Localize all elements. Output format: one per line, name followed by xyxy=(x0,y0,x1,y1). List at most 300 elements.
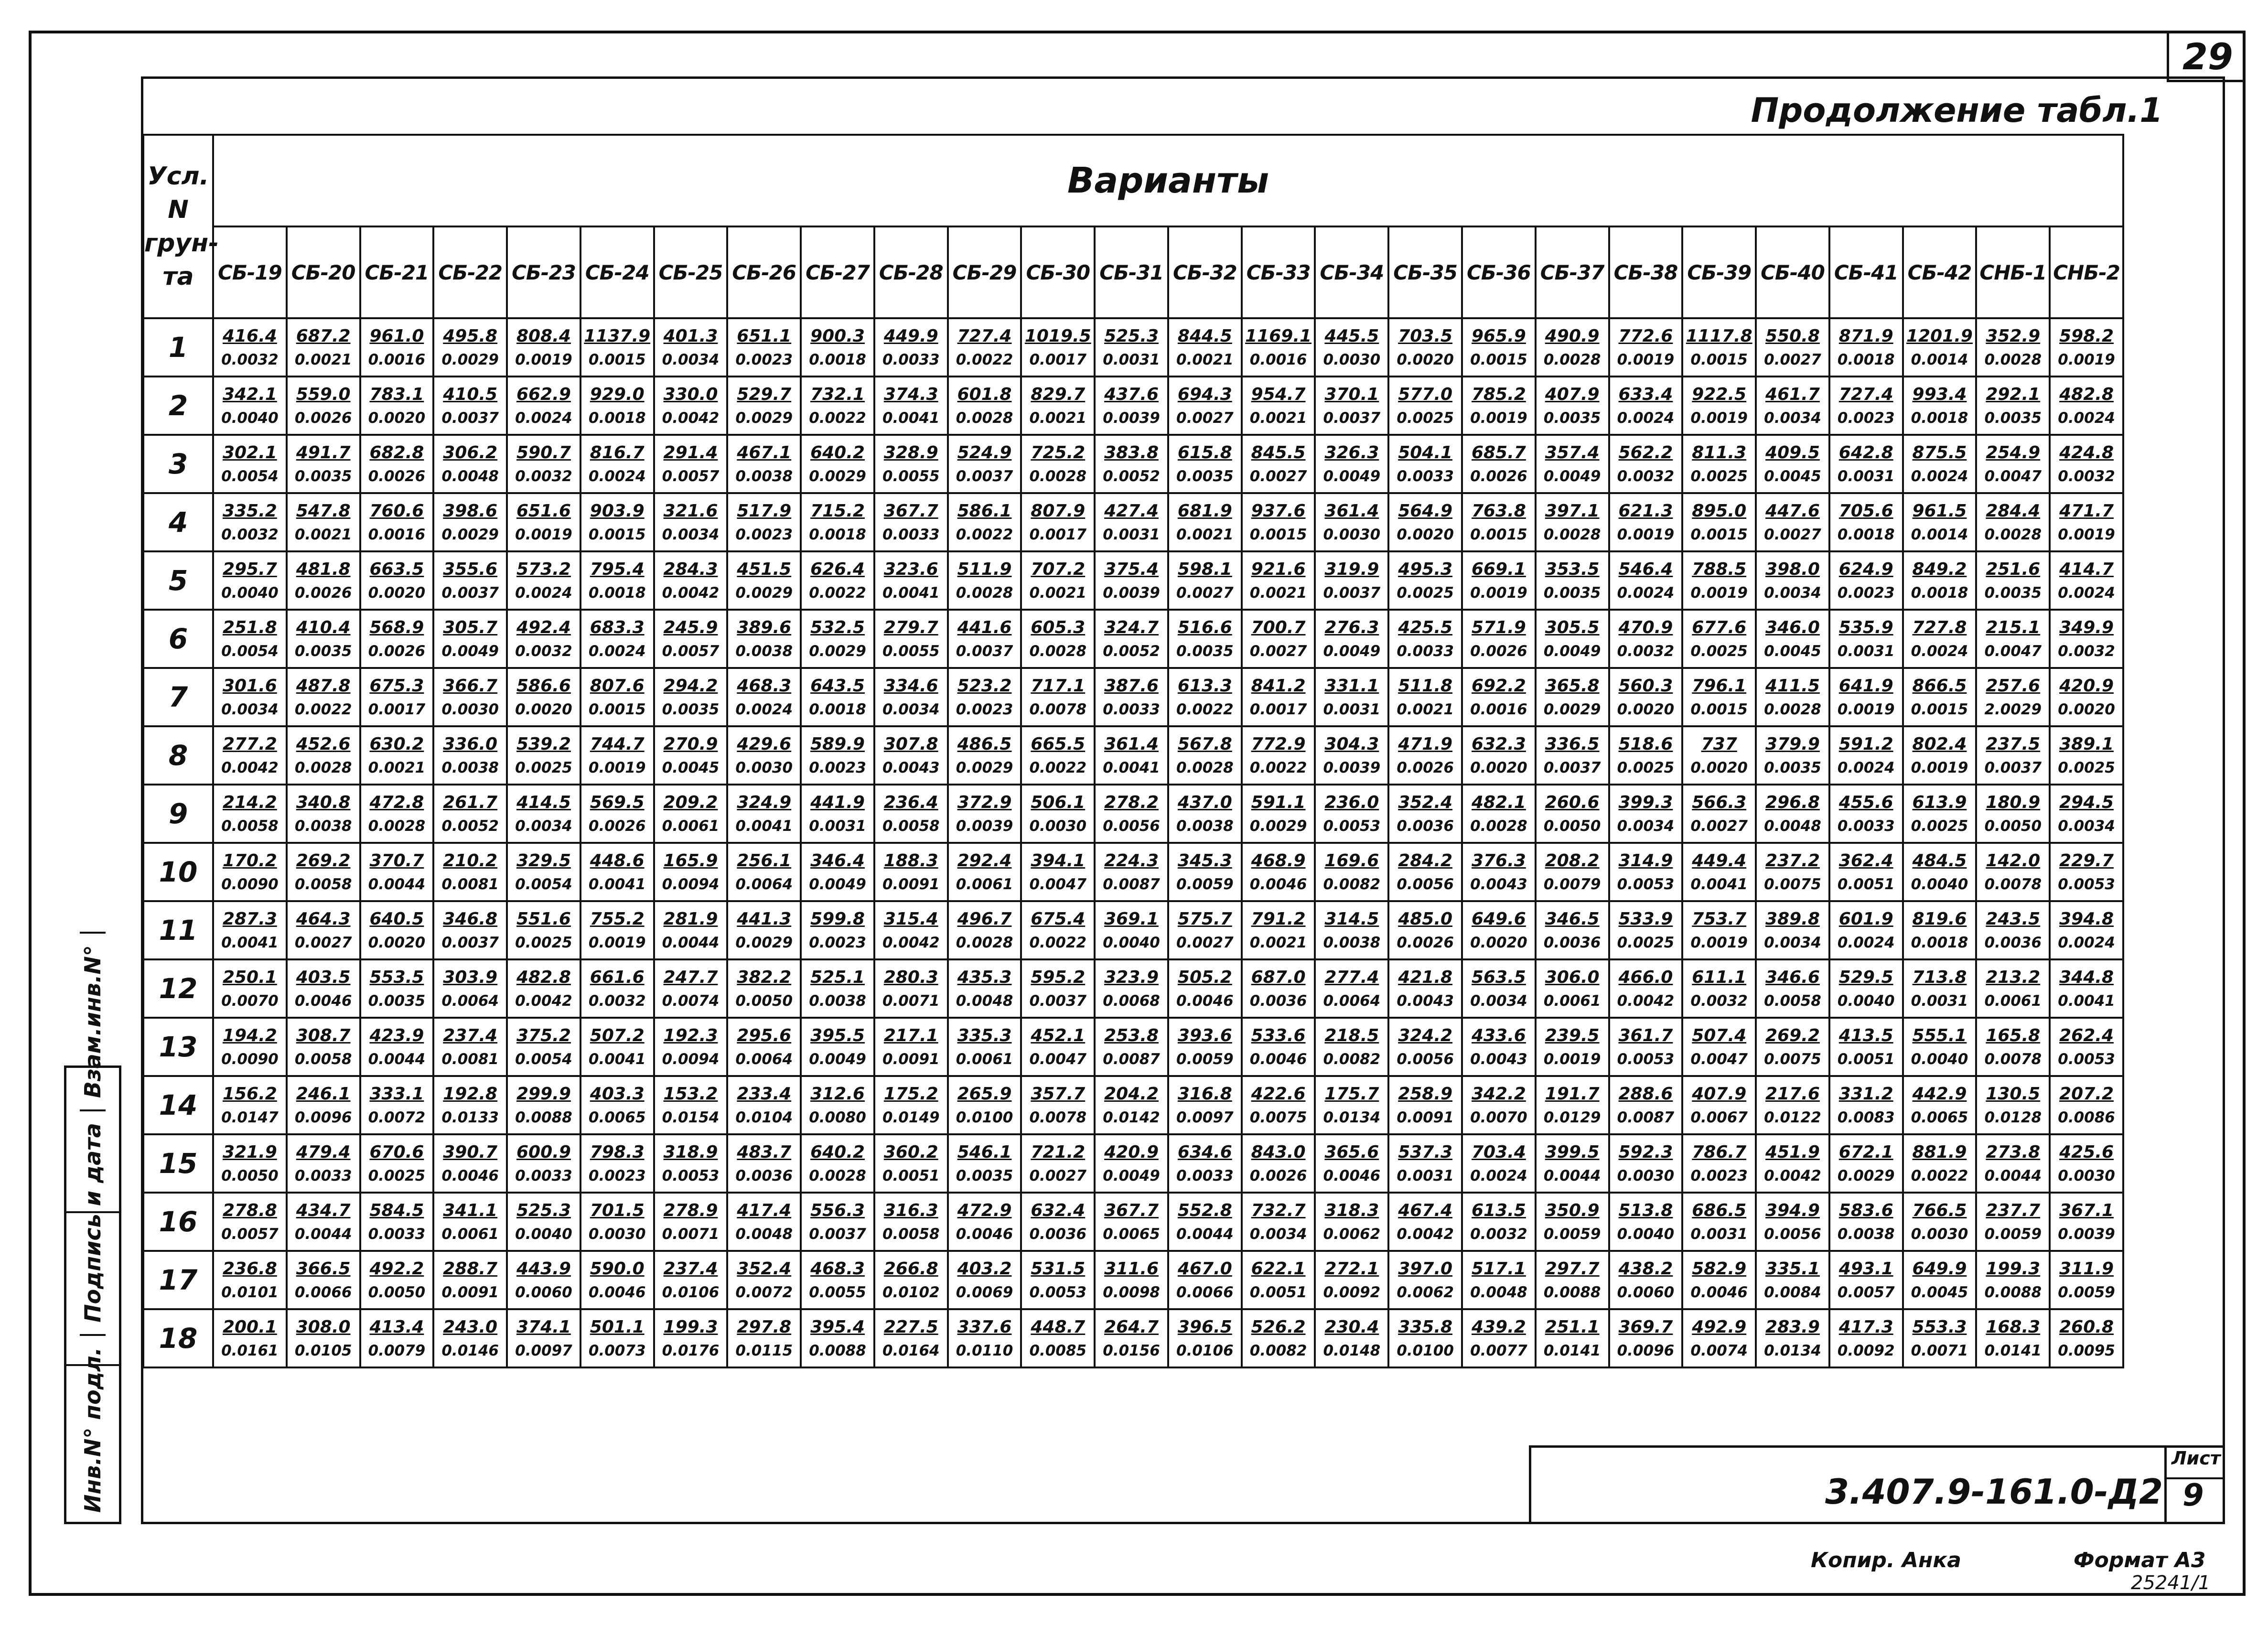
cell-denominator: 2.0029 xyxy=(1984,701,2042,718)
cell-denominator: 0.0046 xyxy=(1323,1167,1381,1184)
cell-numerator: 236.8 xyxy=(222,1259,277,1279)
cell-denominator: 0.0056 xyxy=(1103,818,1160,835)
cell-numerator: 361.7 xyxy=(1618,1026,1673,1045)
cell-denominator: 0.0042 xyxy=(1617,992,1675,1010)
value-cell xyxy=(507,377,580,435)
value-cell xyxy=(1976,1134,2050,1193)
cell-denominator: 0.0043 xyxy=(1470,876,1527,893)
value-cell xyxy=(874,377,948,435)
continuation-caption: Продолжение табл.1 xyxy=(1751,91,2163,130)
cell-denominator: 0.0032 xyxy=(2058,468,2115,485)
value-cell xyxy=(874,1251,948,1309)
value-cell xyxy=(1315,551,1388,610)
value-cell xyxy=(507,785,580,843)
cell-numerator: 319.9 xyxy=(1324,560,1379,579)
cell-numerator: 954.7 xyxy=(1251,385,1306,404)
value-cell xyxy=(1388,610,1462,668)
cell-numerator: 772.6 xyxy=(1618,326,1673,346)
cell-denominator: 0.0028 xyxy=(809,1167,866,1184)
cell-numerator: 452.6 xyxy=(296,734,351,754)
value-cell xyxy=(801,377,874,435)
cell-denominator: 0.0019 xyxy=(1690,584,1748,602)
cell-denominator: 0.0059 xyxy=(1176,876,1234,893)
cell-denominator: 0.0115 xyxy=(735,1342,793,1359)
table-row xyxy=(143,551,2123,610)
value-cell xyxy=(1756,610,1829,668)
value-cell xyxy=(1095,435,1168,493)
cell-denominator: 0.0037 xyxy=(1323,409,1381,427)
value-cell xyxy=(507,1018,580,1076)
table-row xyxy=(143,610,2123,668)
cell-denominator: 0.0079 xyxy=(368,1342,426,1359)
cell-numerator: 417.3 xyxy=(1838,1317,1893,1337)
cell-numerator: 330.0 xyxy=(663,385,718,404)
value-cell xyxy=(1242,610,1315,668)
value-cell xyxy=(1168,551,1242,610)
value-cell xyxy=(2050,1018,2123,1076)
value-cell xyxy=(1021,551,1095,610)
cell-denominator: 0.0027 xyxy=(1249,468,1307,485)
cell-numerator: 1201.9 xyxy=(1906,326,1973,346)
value-cell xyxy=(1095,843,1168,901)
cell-numerator: 414.7 xyxy=(2059,560,2114,579)
cell-numerator: 539.2 xyxy=(516,734,571,754)
cell-denominator: 0.0040 xyxy=(1837,992,1895,1010)
cell-numerator: 425.5 xyxy=(1398,618,1453,637)
cell-denominator: 0.0023 xyxy=(809,759,866,776)
cell-denominator: 0.0047 xyxy=(1690,1051,1748,1068)
value-cell xyxy=(1168,435,1242,493)
cell-denominator: 0.0019 xyxy=(1690,934,1748,951)
value-cell xyxy=(360,493,434,551)
soil-number-cell: 17 xyxy=(143,1251,213,1309)
cell-numerator: 592.3 xyxy=(1618,1142,1673,1162)
cell-denominator: 0.0042 xyxy=(1397,1226,1454,1243)
cell-numerator: 829.7 xyxy=(1031,385,1086,404)
cell-numerator: 401.3 xyxy=(663,326,718,346)
value-cell xyxy=(1756,1251,1829,1309)
cell-denominator: 0.0038 xyxy=(1323,934,1381,951)
cell-numerator: 707.2 xyxy=(1031,560,1086,579)
cell-denominator: 0.0133 xyxy=(441,1109,499,1126)
cell-denominator: 0.0017 xyxy=(1029,351,1087,368)
value-cell xyxy=(1903,377,1977,435)
cell-numerator: 663.5 xyxy=(369,560,424,579)
cell-numerator: 387.6 xyxy=(1104,676,1159,696)
soil-header-line: N xyxy=(168,195,189,224)
cell-denominator: 0.0028 xyxy=(368,818,426,835)
cell-denominator: 0.0029 xyxy=(441,351,499,368)
cell-denominator: 0.0085 xyxy=(1029,1342,1087,1359)
value-cell xyxy=(2050,435,2123,493)
cell-denominator: 0.0022 xyxy=(809,409,866,427)
cell-denominator: 0.0161 xyxy=(221,1342,279,1359)
cell-denominator: 0.0028 xyxy=(1176,759,1234,776)
value-cell xyxy=(213,1076,287,1134)
value-cell xyxy=(1903,1018,1977,1076)
value-cell xyxy=(1315,1076,1388,1134)
cell-numerator: 247.7 xyxy=(663,968,718,987)
cell-denominator: 0.0031 xyxy=(809,818,866,835)
cell-numerator: 677.6 xyxy=(1692,618,1747,637)
cell-numerator: 416.4 xyxy=(222,326,277,346)
value-cell xyxy=(1168,1193,1242,1251)
cell-denominator: 0.0036 xyxy=(1984,934,2042,951)
cell-numerator: 276.3 xyxy=(1324,618,1379,637)
cell-denominator: 0.0050 xyxy=(368,1284,426,1301)
value-cell xyxy=(1976,377,2050,435)
value-cell xyxy=(1315,901,1388,959)
cell-numerator: 345.3 xyxy=(1177,851,1232,871)
cell-numerator: 316.3 xyxy=(883,1201,938,1220)
cell-numerator: 630.2 xyxy=(369,734,424,754)
cell-denominator: 0.0038 xyxy=(1837,1226,1895,1243)
cell-denominator: 0.0058 xyxy=(882,1226,940,1243)
cell-numerator: 700.7 xyxy=(1251,618,1306,637)
cell-numerator: 721.2 xyxy=(1031,1142,1086,1162)
cell-denominator: 0.0019 xyxy=(1543,1051,1601,1068)
cell-denominator: 0.0023 xyxy=(735,526,793,543)
value-cell xyxy=(1829,1018,1903,1076)
value-cell xyxy=(360,551,434,610)
value-cell xyxy=(1021,785,1095,843)
value-cell xyxy=(1242,551,1315,610)
cell-numerator: 471.7 xyxy=(2059,501,2114,521)
cell-denominator: 0.0035 xyxy=(1176,468,1234,485)
table-row xyxy=(143,843,2123,901)
value-cell xyxy=(1095,1309,1168,1367)
cell-numerator: 490.9 xyxy=(1545,326,1600,346)
cell-numerator: 504.1 xyxy=(1398,443,1453,463)
value-cell xyxy=(360,901,434,959)
value-cell xyxy=(2050,318,2123,377)
cell-denominator: 0.0038 xyxy=(809,992,866,1010)
cell-denominator: 0.0027 xyxy=(1176,934,1234,951)
value-cell xyxy=(1462,1134,1536,1193)
table-row xyxy=(143,493,2123,551)
value-cell xyxy=(948,610,1021,668)
cell-denominator: 0.0015 xyxy=(1690,526,1748,543)
value-cell xyxy=(1242,843,1315,901)
cell-numerator: 335.8 xyxy=(1398,1317,1453,1337)
cell-denominator: 0.0030 xyxy=(1911,1226,1968,1243)
value-cell xyxy=(1903,1134,1977,1193)
cell-numerator: 487.8 xyxy=(296,676,351,696)
cell-numerator: 961.0 xyxy=(369,326,424,346)
value-cell xyxy=(1829,959,1903,1018)
cell-numerator: 175.2 xyxy=(883,1084,938,1104)
cell-denominator: 0.0071 xyxy=(882,992,940,1010)
value-cell xyxy=(213,551,287,610)
cell-denominator: 0.0023 xyxy=(1837,584,1895,602)
value-cell xyxy=(801,493,874,551)
value-cell xyxy=(433,1076,507,1134)
cell-denominator: 0.0018 xyxy=(809,701,866,718)
variant-column-header: СБ-21 xyxy=(360,226,434,318)
cell-denominator: 0.0015 xyxy=(1470,351,1527,368)
value-cell xyxy=(213,726,287,785)
value-cell xyxy=(801,318,874,377)
value-cell xyxy=(1536,377,1609,435)
cell-numerator: 445.5 xyxy=(1324,326,1379,346)
cell-numerator: 396.5 xyxy=(1177,1317,1232,1337)
cell-denominator: 0.0156 xyxy=(1103,1342,1160,1359)
cell-denominator: 0.0035 xyxy=(1984,584,2042,602)
cell-denominator: 0.0134 xyxy=(1764,1342,1821,1359)
cell-denominator: 0.0021 xyxy=(1029,584,1087,602)
cell-denominator: 0.0026 xyxy=(368,468,426,485)
value-cell xyxy=(1536,785,1609,843)
value-cell xyxy=(507,318,580,377)
cell-numerator: 439.2 xyxy=(1471,1317,1526,1337)
cell-denominator: 0.0041 xyxy=(882,584,940,602)
cell-denominator: 0.0041 xyxy=(588,1051,646,1068)
value-cell xyxy=(1462,318,1536,377)
cell-denominator: 0.0015 xyxy=(588,701,646,718)
cell-numerator: 417.4 xyxy=(737,1201,792,1220)
cell-numerator: 492.9 xyxy=(1692,1317,1747,1337)
cell-denominator: 0.0048 xyxy=(441,468,499,485)
value-cell xyxy=(727,1018,801,1076)
cell-numerator: 262.4 xyxy=(2059,1026,2114,1045)
cell-denominator: 0.0102 xyxy=(882,1284,940,1301)
soil-number-cell: 13 xyxy=(143,1018,213,1076)
value-cell xyxy=(1536,726,1609,785)
value-cell xyxy=(1829,493,1903,551)
cell-numerator: 687.0 xyxy=(1251,968,1306,987)
cell-numerator: 493.1 xyxy=(1838,1259,1893,1279)
cell-numerator: 505.2 xyxy=(1177,968,1232,987)
value-cell xyxy=(1021,959,1095,1018)
cell-numerator: 130.5 xyxy=(1986,1084,2041,1104)
value-cell xyxy=(1315,843,1388,901)
cell-denominator: 0.0042 xyxy=(662,409,720,427)
value-cell xyxy=(1095,1193,1168,1251)
cell-numerator: 165.8 xyxy=(1986,1026,2041,1045)
cell-numerator: 237.7 xyxy=(1986,1201,2041,1220)
cell-denominator: 0.0097 xyxy=(1176,1109,1234,1126)
value-cell xyxy=(1536,493,1609,551)
cell-denominator: 0.0034 xyxy=(2058,818,2115,835)
value-cell xyxy=(507,610,580,668)
cell-numerator: 253.8 xyxy=(1104,1026,1159,1045)
cell-denominator: 0.0020 xyxy=(1397,526,1454,543)
cell-denominator: 0.0083 xyxy=(1837,1109,1895,1126)
value-cell xyxy=(1682,668,1756,726)
cell-denominator: 0.0074 xyxy=(662,992,720,1010)
cell-denominator: 0.0058 xyxy=(221,818,279,835)
cell-numerator: 471.9 xyxy=(1398,734,1453,754)
cell-numerator: 295.7 xyxy=(222,560,277,579)
cell-denominator: 0.0047 xyxy=(1029,1051,1087,1068)
cell-denominator: 0.0080 xyxy=(809,1109,866,1126)
cell-numerator: 215.1 xyxy=(1986,618,2041,637)
cell-numerator: 437.0 xyxy=(1177,793,1232,812)
value-cell xyxy=(1315,1251,1388,1309)
cell-numerator: 518.6 xyxy=(1618,734,1673,754)
value-cell xyxy=(1976,435,2050,493)
cell-denominator: 0.0035 xyxy=(294,643,352,660)
value-cell xyxy=(1242,1134,1315,1193)
variant-column-header: СНБ-1 xyxy=(1976,226,2050,318)
cell-numerator: 546.1 xyxy=(957,1142,1012,1162)
cell-denominator: 0.0025 xyxy=(368,1167,426,1184)
cell-denominator: 0.0020 xyxy=(515,701,572,718)
cell-denominator: 0.0029 xyxy=(1543,701,1601,718)
cell-numerator: 355.6 xyxy=(443,560,498,579)
cell-denominator: 0.0064 xyxy=(735,876,793,893)
cell-numerator: 467.1 xyxy=(737,443,792,463)
value-cell xyxy=(1829,435,1903,493)
value-cell xyxy=(1388,1193,1462,1251)
value-cell xyxy=(1462,1076,1536,1134)
variant-column-header: СБ-26 xyxy=(727,226,801,318)
value-cell xyxy=(360,1076,434,1134)
cell-denominator: 0.0032 xyxy=(515,643,572,660)
cell-denominator: 0.0058 xyxy=(1764,992,1821,1010)
cell-denominator: 0.0026 xyxy=(368,643,426,660)
cell-denominator: 0.0087 xyxy=(1103,1051,1160,1068)
cell-numerator: 411.5 xyxy=(1765,676,1820,696)
value-cell xyxy=(1168,843,1242,901)
cell-denominator: 0.0035 xyxy=(294,468,352,485)
cell-numerator: 346.8 xyxy=(443,909,498,929)
cell-denominator: 0.0045 xyxy=(662,759,720,776)
value-cell xyxy=(1903,785,1977,843)
cell-numerator: 881.9 xyxy=(1912,1142,1967,1162)
cell-numerator: 727.8 xyxy=(1912,618,1967,637)
cell-numerator: 811.3 xyxy=(1692,443,1747,463)
cell-numerator: 507.2 xyxy=(590,1026,645,1045)
value-cell xyxy=(2050,726,2123,785)
value-cell xyxy=(801,785,874,843)
soil-number-cell: 2 xyxy=(143,377,213,435)
value-cell xyxy=(1682,843,1756,901)
value-cell xyxy=(287,785,360,843)
cell-numerator: 236.0 xyxy=(1324,793,1379,812)
value-cell xyxy=(1095,726,1168,785)
cell-numerator: 142.0 xyxy=(1986,851,2041,871)
cell-denominator: 0.0031 xyxy=(1837,643,1895,660)
value-cell xyxy=(1388,959,1462,1018)
cell-numerator: 389.6 xyxy=(737,618,792,637)
cell-denominator: 0.0019 xyxy=(2058,526,2115,543)
cell-numerator: 556.3 xyxy=(810,1201,865,1220)
cell-numerator: 524.9 xyxy=(957,443,1012,463)
cell-numerator: 845.5 xyxy=(1251,443,1306,463)
cell-numerator: 1019.5 xyxy=(1024,326,1091,346)
cell-denominator: 0.0049 xyxy=(1103,1167,1160,1184)
value-cell xyxy=(1388,1076,1462,1134)
value-cell xyxy=(433,318,507,377)
cell-denominator: 0.0017 xyxy=(1029,526,1087,543)
value-cell xyxy=(1829,668,1903,726)
cell-numerator: 360.2 xyxy=(883,1142,938,1162)
cell-numerator: 344.8 xyxy=(2059,968,2114,987)
value-cell xyxy=(433,1251,507,1309)
cell-numerator: 687.2 xyxy=(296,326,351,346)
cell-numerator: 701.5 xyxy=(590,1201,645,1220)
cell-denominator: 0.0060 xyxy=(515,1284,572,1301)
cell-denominator: 0.0041 xyxy=(882,409,940,427)
value-cell xyxy=(1168,1134,1242,1193)
value-cell xyxy=(1903,1193,1977,1251)
cell-numerator: 732.1 xyxy=(810,385,865,404)
cell-numerator: 605.3 xyxy=(1031,618,1086,637)
value-cell xyxy=(1903,901,1977,959)
cell-denominator: 0.0019 xyxy=(515,351,572,368)
value-cell xyxy=(1315,610,1388,668)
cell-denominator: 0.0015 xyxy=(588,351,646,368)
value-cell xyxy=(433,493,507,551)
cell-denominator: 0.0025 xyxy=(515,934,572,951)
cell-denominator: 0.0070 xyxy=(221,992,279,1010)
cell-denominator: 0.0032 xyxy=(1470,1226,1527,1243)
cell-denominator: 0.0038 xyxy=(1176,818,1234,835)
value-cell xyxy=(580,843,654,901)
cell-denominator: 0.0035 xyxy=(1984,409,2042,427)
value-cell xyxy=(1388,435,1462,493)
cell-denominator: 0.0023 xyxy=(956,701,1013,718)
cell-denominator: 0.0020 xyxy=(2058,701,2115,718)
value-cell xyxy=(1021,493,1095,551)
cell-numerator: 397.1 xyxy=(1545,501,1600,521)
cell-numerator: 393.6 xyxy=(1177,1026,1232,1045)
cell-denominator: 0.0097 xyxy=(515,1342,572,1359)
value-cell xyxy=(580,1193,654,1251)
value-cell xyxy=(580,551,654,610)
cell-numerator: 555.1 xyxy=(1912,1026,1967,1045)
value-cell xyxy=(1609,1076,1683,1134)
value-cell xyxy=(1756,785,1829,843)
cell-denominator: 0.0046 xyxy=(294,992,352,1010)
cell-numerator: 875.5 xyxy=(1912,443,1967,463)
cell-denominator: 0.0070 xyxy=(1470,1109,1527,1126)
value-cell xyxy=(1682,959,1756,1018)
cell-denominator: 0.0030 xyxy=(1323,526,1381,543)
cell-numerator: 260.8 xyxy=(2059,1317,2114,1337)
value-cell xyxy=(213,318,287,377)
value-cell xyxy=(801,726,874,785)
value-cell xyxy=(1609,377,1683,435)
value-cell xyxy=(1976,959,2050,1018)
cell-denominator: 0.0065 xyxy=(1911,1109,1968,1126)
value-cell xyxy=(360,1018,434,1076)
table-row xyxy=(143,1193,2123,1251)
value-cell xyxy=(580,785,654,843)
value-cell xyxy=(727,901,801,959)
value-cell xyxy=(1682,1076,1756,1134)
value-cell xyxy=(801,435,874,493)
value-cell xyxy=(1168,785,1242,843)
cell-numerator: 682.8 xyxy=(369,443,424,463)
value-cell xyxy=(727,1251,801,1309)
cell-denominator: 0.0067 xyxy=(1690,1109,1748,1126)
value-cell xyxy=(287,959,360,1018)
cell-denominator: 0.0027 xyxy=(1690,818,1748,835)
cell-numerator: 421.8 xyxy=(1398,968,1453,987)
cell-denominator: 0.0040 xyxy=(1617,1226,1675,1243)
value-cell xyxy=(507,435,580,493)
value-cell xyxy=(1609,1134,1683,1193)
cell-numerator: 352.4 xyxy=(737,1259,792,1279)
cell-denominator: 0.0025 xyxy=(1617,759,1675,776)
cell-numerator: 361.4 xyxy=(1324,501,1379,521)
table-row xyxy=(143,435,2123,493)
value-cell xyxy=(2050,493,2123,551)
cell-numerator: 192.8 xyxy=(443,1084,498,1104)
value-cell xyxy=(874,1193,948,1251)
